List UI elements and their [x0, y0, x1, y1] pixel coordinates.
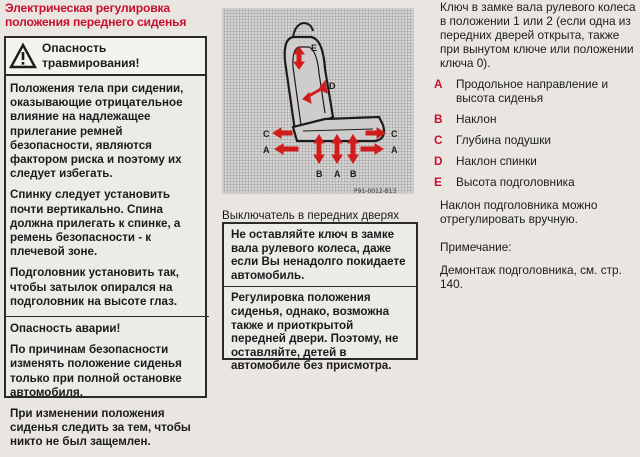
note-title: Примечание:: [440, 240, 512, 254]
warning-triangle-icon: [10, 44, 36, 68]
note-paragraph: Регулировка положения сиденья, однако, возможна также и приоткрытой передней двери. Поэтому, не оставляйте, детей в автомобиле без присмотра.: [231, 291, 399, 373]
figure-label: B: [350, 169, 357, 179]
figure-label: C: [391, 129, 398, 139]
warning-paragraph: По причинам безопасности изменять положение сиденья только при полной остановке автомобиля.: [10, 343, 182, 399]
right-column: [426, 0, 638, 291]
legend-item: [426, 175, 638, 189]
legend-text: Высота подголовника: [456, 175, 575, 189]
warning-body: [10, 82, 205, 457]
warning-paragraph: Опасность аварии!: [10, 322, 121, 336]
legend-text: Наклон: [456, 112, 497, 126]
legend-item: [426, 77, 638, 105]
child-safety-note-box: [222, 222, 418, 373]
legend-text: Глубина подушки: [456, 133, 552, 147]
figure-label: A: [334, 169, 341, 179]
warning-paragraph: Спинку следует установить почти вертикально. Спина должна прилегать к спинке, а ремень безопасности - к плечевой зоне.: [10, 188, 181, 259]
legend-letter: C: [434, 133, 443, 147]
warning-header: [6, 38, 205, 76]
divider: [6, 316, 209, 317]
figure-label: A: [391, 145, 398, 155]
legend-item: [426, 154, 638, 168]
figure-code: P91-0012-B13: [354, 188, 397, 195]
figure-label: B: [316, 169, 323, 179]
legend-letter: A: [434, 77, 443, 91]
figure-label: A: [263, 145, 270, 155]
warning-paragraph: Подголовник установить так, чтобы затылок опирался на подголовник на высоте глаз.: [10, 266, 179, 308]
warning-box: [4, 36, 207, 449]
figure-label: D: [329, 81, 336, 91]
divider: [224, 286, 416, 287]
note-text: Демонтаж подголовника, см. стр. 140.: [440, 263, 622, 291]
key-intro: Ключ в замке вала рулевого колеса в положении 1 или 2 (если одна из передних дверей открыта, также при вынутом ключе или положении ключа 0).: [440, 0, 636, 70]
legend-text: Продольное направление и высота сиденья: [456, 77, 609, 105]
headrest-tilt-note: Наклон подголовника можно отрегулировать вручную.: [440, 198, 598, 226]
seat-switch-figure: [222, 8, 414, 194]
warning-heading: Опасность травмирования!: [42, 41, 140, 70]
legend-item: [426, 133, 638, 147]
warning-paragraph: При изменении положения сиденья следить за тем, чтобы никто не был защемлен.: [10, 407, 191, 449]
legend-letter: E: [434, 175, 442, 189]
warning-paragraph: Положения тела при сидении, оказывающие отрицательное влияние на надлежащее прилегание ремней безопасности, являются фактором риска и поэтому их следует избегать.: [10, 82, 184, 181]
legend-letter: B: [434, 112, 443, 126]
section-title: Электрическая регулировка положения переднего сиденья: [5, 1, 187, 29]
figure-caption: Выключатель в передних дверях: [222, 209, 400, 222]
figure-label: E: [311, 43, 318, 53]
legend-letter: D: [434, 154, 443, 168]
seat-switch-diagram: [223, 9, 415, 195]
legend-item: [426, 112, 638, 126]
note-paragraph: Не оставляйте ключ в замке вала рулевого колеса, даже если Вы ненадолго покидаете автомобиль.: [231, 228, 406, 282]
legend-text: Наклон спинки: [456, 154, 537, 168]
figure-label: C: [263, 129, 270, 139]
